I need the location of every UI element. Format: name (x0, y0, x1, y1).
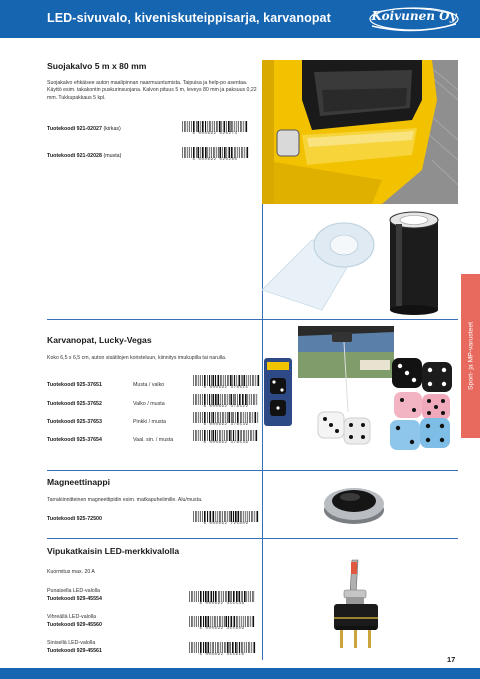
description-vipukatkaisin: Kuormitus max. 20 A (47, 569, 95, 575)
variant-red-led: Punaisella LED-valolla (47, 588, 100, 594)
section-divider (47, 470, 458, 471)
barcode-925-72500: 6 000692 725009 (192, 511, 260, 525)
variant-925-37654: Vaal. sin. / musta (133, 437, 174, 443)
barcode-921-02028: 6 000692 020280 (181, 147, 249, 161)
variant-925-37651: Musta / valko (133, 382, 165, 388)
section-title-karvanopat: Karvanopat, Lucky-Vegas (47, 335, 152, 345)
product-code-925-37654: Tuotekoodi 925-37654 (47, 437, 102, 443)
variant-green-led: Vihreällä LED-valolla (47, 614, 97, 620)
magnet-button-photo (322, 476, 386, 528)
barcode-925-37654: 6 000692 376546 (192, 430, 260, 444)
page-title: LED-sivuvalo, kiveniskuteippisarja, karvanopat (47, 11, 331, 25)
barcode-921-02027: 6 000692 020273 (181, 121, 249, 135)
protective-film-rolls (262, 210, 458, 315)
car-bumper-photo (262, 60, 458, 204)
product-code-929-45560: Tuotekoodi 929-45560 (47, 622, 102, 628)
variant-925-37653: Pinkki / musta (133, 419, 166, 425)
product-code-925-72500: Tuotekoodi 925-72500 (47, 516, 102, 522)
section-title-magneettinappi: Magneettinappi (47, 477, 111, 487)
header-bar (0, 0, 480, 38)
product-code-925-37651: Tuotekoodi 925-37651 (47, 382, 102, 388)
barcode-925-37653: 6 000692 376539 (192, 412, 260, 426)
side-category-tab (461, 274, 480, 438)
barcode-925-37652: 6 000692 376522 (192, 394, 260, 408)
barcode-925-37651: 6 000692 376515 (192, 375, 260, 389)
product-code-925-37653: Tuotekoodi 925-37653 (47, 419, 102, 425)
product-code-921-02027: Tuotekoodi 921-02027 (kirkas) (47, 126, 121, 132)
section-divider (47, 319, 458, 320)
side-tab-label: Sport- ja MP-varusteet (467, 322, 474, 390)
product-code-929-45554: Tuotekoodi 929-45554 (47, 596, 102, 602)
barcode-929-45561: 6 000692 455616 (188, 642, 256, 656)
toggle-switch-photo (326, 556, 386, 656)
variant-blue-led: Sinisellä LED-valolla (47, 640, 96, 646)
barcode-929-45560: 6 000692 455609 (188, 616, 256, 630)
section-title-vipukatkaisin: Vipukatkaisin LED-merkkivalolla (47, 546, 180, 556)
description-suojakalvo: Suojakalvo ehkäisee auton maalipinnan naarmuuntumista. Taipuisa ja help-po asentaa. Käyttö esim. takakontin puskurinsuojana. Kalvon pituus 5 m, leveys 80 mm ja paksuus 0,22 mm. Tukkupakkaus 5 kpl. (47, 80, 257, 101)
description-karvanopat: Koko 6,5 x 6,5 cm, auton sisätilojen koristeluun, kiinnitys imukupilla tai narulla. (47, 355, 227, 361)
footer-bar (0, 668, 480, 679)
variant-925-37652: Valko / musta (133, 401, 165, 407)
description-magneettinappi: Tarrakiinnitteinen magneettipidin esim. matkapuhelimille. Alu/musta. (47, 497, 203, 503)
section-title-suojakalvo: Suojakalvo 5 m x 80 mm (47, 61, 147, 71)
page-number: 17 (447, 655, 456, 664)
barcode-929-45554: 6 000692 455548 (188, 591, 256, 605)
fuzzy-dice-photo (262, 322, 458, 468)
product-code-925-37652: Tuotekoodi 925-37652 (47, 401, 102, 407)
logo-text: Koivunen Oy (371, 9, 457, 23)
product-code-929-45561: Tuotekoodi 929-45561 (47, 648, 102, 654)
product-code-921-02028: Tuotekoodi 921-02028 (musta) (47, 153, 122, 159)
company-logo (368, 6, 460, 34)
section-divider (47, 538, 458, 539)
